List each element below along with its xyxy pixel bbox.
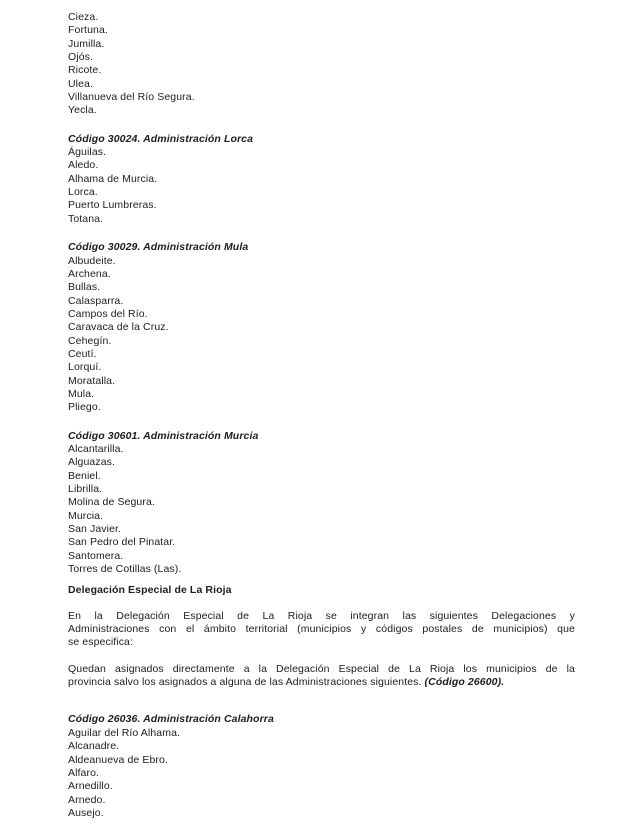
list-item: Puerto Lumbreras. [68, 199, 157, 212]
list-item: Beniel. [68, 469, 101, 482]
list-item: Albudeite. [68, 254, 116, 267]
list-item: Alguazas. [68, 456, 116, 469]
section-heading-rioja: Delegación Especial de La Rioja [68, 584, 232, 597]
list-item: Fortuna. [68, 24, 108, 37]
section-heading-mula: Código 30029. Administración Mula [68, 241, 249, 254]
rioja-intro-paragraph [68, 610, 575, 650]
paragraph-line [68, 676, 575, 689]
list-item: San Pedro del Pinatar. [68, 536, 176, 549]
list-item: Pliego. [68, 401, 101, 414]
list-item: San Javier. [68, 523, 122, 536]
list-item: Torres de Cotillas (Las). [68, 563, 182, 576]
list-item: Cieza. [68, 11, 99, 23]
paragraph-line: En la Delegación Especial de La Rioja se integran las siguientes Delegaciones y [68, 609, 575, 622]
list-item: Librilla. [68, 483, 103, 495]
list-item: Archena. [68, 267, 111, 280]
list-item: Calasparra. [68, 294, 124, 307]
paragraph-line: Administraciones con el ámbito territorial (municipios y códigos postales de municipios) que [68, 623, 575, 636]
section-heading-calahorra: Código 26036. Administración Calahorra [68, 713, 274, 726]
list-item: Jumilla. [68, 37, 105, 50]
list-item: Alcanadre. [68, 740, 120, 753]
section-heading-lorca: Código 30024. Administración Lorca [68, 132, 254, 145]
rioja-assignment-paragraph [68, 663, 575, 690]
list-item: Ulea. [68, 77, 94, 90]
list-item: Aledo. [68, 159, 99, 172]
list-item: Molina de Segura. [68, 496, 155, 509]
code-emphasis: (Código 26600). [424, 676, 505, 689]
list-item: Murcia. [68, 509, 104, 522]
list-item: Villanueva del Río Segura. [68, 91, 195, 104]
list-item: Alhama de Murcia. [68, 172, 158, 185]
municipality-list-murcia [68, 443, 575, 576]
list-item: Ceutí. [68, 347, 97, 360]
list-item: Lorca. [68, 186, 98, 199]
paragraph-text: provincia salvo los asignados a alguna de las Administraciones siguientes. [68, 676, 425, 689]
municipality-list-mula [68, 255, 575, 415]
list-item: Arnedo. [68, 793, 106, 806]
list-item: Mula. [68, 387, 95, 400]
list-item: Alfaro. [68, 766, 100, 779]
list-item: Aguilar del Río Alhama. [68, 726, 181, 739]
list-item: Águilas. [68, 146, 107, 159]
list-item: Bullas. [68, 281, 101, 294]
list-item: Ojós. [68, 51, 94, 64]
list-item: Arnedillo. [68, 780, 113, 793]
municipality-list-lorca [68, 146, 575, 226]
section-heading-murcia: Código 30601. Administración Murcia [68, 429, 259, 442]
list-item: Ausejo. [68, 806, 104, 819]
list-item: Moratalla. [68, 374, 116, 387]
list-item: Aldeanueva de Ebro. [68, 753, 168, 766]
list-item: Ricote. [68, 64, 102, 77]
list-item: Totana. [68, 212, 104, 225]
municipality-list-murcia-continuation [68, 11, 575, 118]
paragraph-line: se especifica: [68, 636, 134, 649]
list-item: Lorquí. [68, 361, 102, 374]
list-item: Yecla. [68, 104, 97, 117]
paragraph-line: Quedan asignados directamente a la Delegación Especial de La Rioja los municipios de la [68, 662, 575, 675]
list-item: Alcantarilla. [68, 442, 124, 455]
list-item: Caravaca de la Cruz. [68, 321, 169, 334]
municipality-list-calahorra [68, 727, 575, 820]
list-item: Cehegín. [68, 334, 112, 347]
list-item: Campos del Río. [68, 307, 148, 320]
list-item: Santomera. [68, 549, 124, 562]
